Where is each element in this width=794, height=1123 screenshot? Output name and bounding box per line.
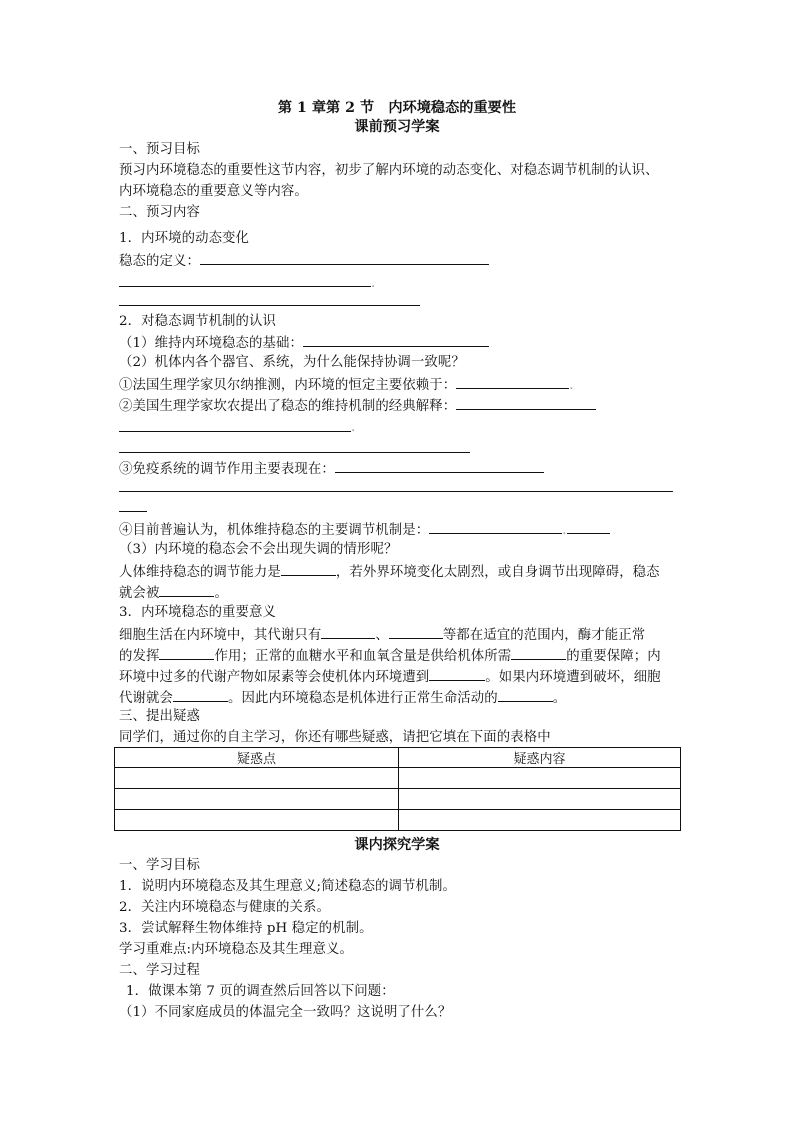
process-step-1: 1．做课本第 7 页的调查然后回答以下问题： (126, 984, 395, 999)
table-header-question-point: 疑惑点 (115, 748, 399, 768)
section-heading-goals: 一、预习目标 (119, 142, 200, 157)
text-fragment: 就会被 (119, 586, 160, 601)
disrupted-blank[interactable] (159, 583, 214, 597)
text-fragment: 。 (552, 691, 567, 706)
question-2-3-line-1 (119, 562, 660, 582)
question-2-2-d-blank-2[interactable] (567, 520, 610, 534)
question-2-1-blank[interactable] (303, 333, 489, 347)
question-2-2-b-blank-line-3[interactable] (119, 452, 470, 453)
question-2-2-c (119, 459, 544, 479)
table-header-question-content: 疑惑内容 (399, 748, 681, 768)
question-2-2-b-label: ②美国生理学家坎农提出了稳态的维持机制的经典解释： (119, 399, 457, 414)
table-row (115, 768, 681, 789)
questions-instruction: 同学们，通过你的自主学习，你还有哪些疑惑，请把它填在下面的表格中 (119, 730, 551, 745)
necessary-condition-blank[interactable] (498, 688, 553, 702)
definition-label: 稳态的定义： (119, 254, 200, 269)
metabolism-blank-1[interactable] (321, 625, 375, 639)
item-2-heading: 2．对稳态调节机制的认识 (119, 314, 277, 329)
text-fragment: 代谢就会 (119, 691, 173, 706)
question-2-2-d (119, 520, 610, 540)
question-2-2-b-blank[interactable] (456, 396, 596, 410)
question-2-2-c-blank-line-3[interactable] (119, 511, 147, 512)
question-2-2-b (119, 396, 596, 416)
process-step-1-question-1: （1）不同家庭成员的体温完全一致吗？这说明了什么？ (119, 1005, 452, 1020)
table-cell[interactable] (115, 810, 399, 831)
text-fragment: 作用；正常的血糖水平和血氧含量是供给机体所需 (214, 649, 512, 664)
question-2-2-b-blank-line-2[interactable] (119, 431, 351, 432)
question-2-1-label: （1）维持内环境稳态的基础： (119, 336, 303, 351)
damage-blank[interactable] (429, 667, 485, 681)
question-2-3: （3）内环境的稳态会不会出现失调的情形呢？ (119, 542, 398, 557)
item-3-line-1 (119, 625, 645, 645)
table-cell[interactable] (399, 768, 681, 789)
definition-blank-line-3[interactable] (119, 305, 420, 306)
table-cell[interactable] (399, 789, 681, 810)
question-2-1 (119, 333, 489, 353)
text-fragment: 等都在适宜的范围内，酶才能正常 (442, 628, 646, 643)
energy-supply-blank[interactable] (511, 646, 566, 660)
item-3-line-2 (119, 646, 661, 666)
section-heading-content: 二、预习内容 (119, 205, 200, 220)
metabolism-disorder-blank[interactable] (173, 688, 228, 702)
definition-blank-line-2[interactable] (119, 286, 371, 287)
table-cell[interactable] (115, 768, 399, 789)
table-header-row (115, 748, 681, 768)
text-fragment: 的发挥 (119, 649, 160, 664)
learning-goal-1: 1．说明内环境稳态及其生理意义;简述稳态的调节机制。 (119, 879, 457, 894)
question-2-2-d-blank-1[interactable] (429, 520, 562, 534)
question-2-2-c-blank-line-2[interactable] (119, 491, 673, 492)
question-2-2-a (119, 375, 574, 395)
section-heading-learning-goals: 一、学习目标 (119, 858, 200, 873)
text-fragment: 、 (375, 628, 389, 643)
dot-mark: . (351, 420, 356, 435)
text-fragment: 细胞生活在内环境中，其代谢只有 (119, 628, 322, 643)
questions-table (114, 747, 681, 831)
key-points: 学习重难点:内环境稳态及其生理意义。 (119, 942, 353, 957)
question-2-2-c-blank[interactable] (335, 459, 544, 473)
goals-text-line-2: 内环境稳态的重要意义等内容。 (119, 184, 308, 199)
table-row (115, 789, 681, 810)
text-fragment: 。 (214, 586, 228, 601)
page-title: 第 1 章第 2 节 内环境稳态的重要性 (277, 100, 517, 116)
text-fragment: 环境中过多的代谢产物如尿素等会使机体内环境遭到 (119, 670, 430, 685)
question-2-2-a-blank[interactable] (456, 375, 569, 389)
table-row (115, 810, 681, 831)
enzyme-function-blank[interactable] (159, 646, 214, 660)
dot-mark: . (569, 378, 574, 393)
table-cell[interactable] (115, 789, 399, 810)
text-fragment: ，若外界环境变化太剧烈，或自身调节出现障碍，稳态 (335, 565, 660, 580)
question-2-2-d-label: ④目前普遍认为，机体维持稳态的主要调节机制是： (119, 523, 430, 538)
table-cell[interactable] (399, 810, 681, 831)
regulation-ability-blank[interactable] (281, 562, 336, 576)
question-2-2-c-label: ③免疫系统的调节作用主要表现在： (119, 462, 335, 477)
item-1-heading: 1．内环境的动态变化 (119, 231, 250, 246)
metabolism-blank-2[interactable] (389, 625, 443, 639)
definition-blank[interactable] (200, 251, 489, 265)
item-3-line-4 (119, 688, 566, 708)
steady-state-definition-label (119, 251, 489, 271)
explore-heading: 课内探究学案 (354, 837, 440, 853)
text-fragment: 的重要保障；内 (566, 649, 661, 664)
learning-goal-2: 2．关注内环境稳态与健康的关系。 (119, 900, 330, 915)
text-fragment: 。因此内环境稳态是机体进行正常生命活动的 (227, 691, 498, 706)
goals-text-line-1: 预习内环境稳态的重要性这节内容，初步了解内环境的动态变化、对稳态调节机制的认识、 (119, 163, 659, 178)
section-heading-process: 二、学习过程 (119, 963, 200, 978)
question-2-3-line-2 (119, 583, 228, 603)
page-subtitle: 课前预习学案 (354, 119, 440, 135)
section-heading-questions: 三、提出疑惑 (119, 709, 200, 724)
learning-goal-3: 3．尝试解释生物体维持 pH 稳定的机制。 (119, 921, 373, 936)
text-fragment: 人体维持稳态的调节能力是 (119, 565, 281, 580)
dot-mark: . (371, 276, 376, 291)
item-3-line-3 (119, 667, 661, 687)
text-fragment: 。如果内环境遭到破坏，细胞 (485, 670, 661, 685)
dot-mark: . (562, 523, 567, 538)
item-3-heading: 3．内环境稳态的重要意义 (119, 605, 277, 620)
question-2-2: （2）机体内各个器官、系统，为什么能保持协调一致呢？ (119, 355, 465, 370)
question-2-2-a-label: ①法国生理学家贝尔纳推测，内环境的恒定主要依赖于： (119, 378, 457, 393)
